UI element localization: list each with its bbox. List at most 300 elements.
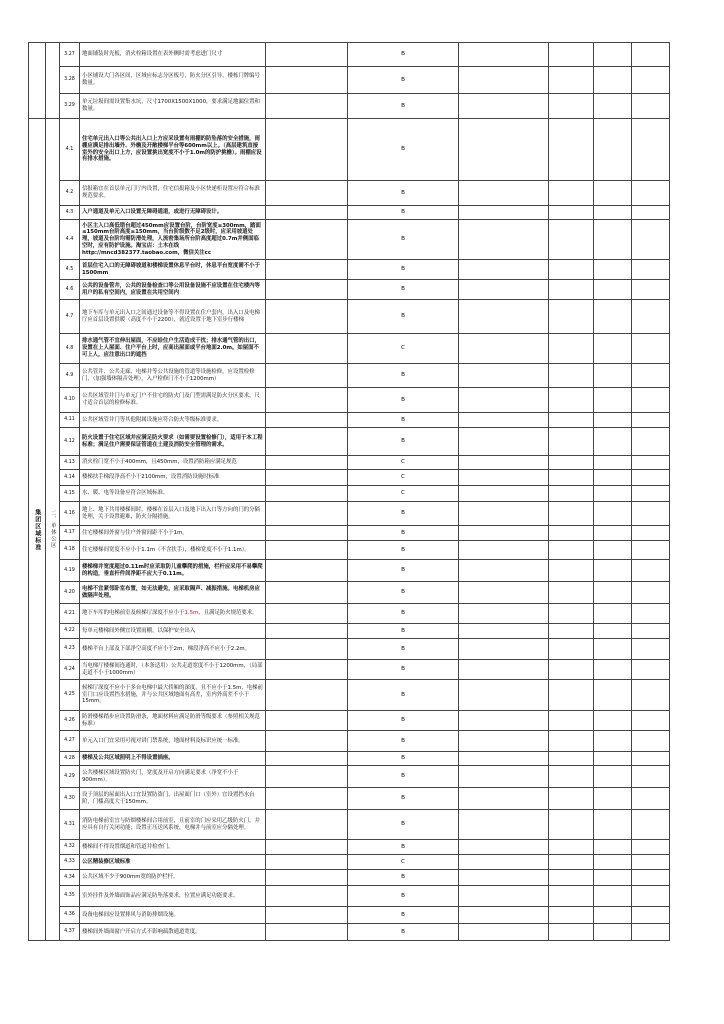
empty-cell bbox=[459, 541, 549, 560]
empty-cell bbox=[549, 206, 594, 220]
empty-cell bbox=[632, 300, 670, 334]
empty-cell bbox=[266, 680, 348, 711]
empty-cell bbox=[632, 181, 670, 206]
level-cell: C bbox=[348, 470, 459, 486]
empty-cell bbox=[594, 924, 632, 941]
table-row bbox=[29, 428, 670, 456]
category-cell bbox=[29, 119, 46, 941]
table-row bbox=[29, 752, 670, 766]
table-row bbox=[29, 220, 670, 260]
level-cell: B bbox=[348, 680, 459, 711]
empty-cell bbox=[266, 181, 348, 206]
empty-cell bbox=[266, 907, 348, 924]
requirement-text: 住宅楼梯间外窗与住户外窗间距不小于1m。 bbox=[80, 526, 266, 541]
item-number: 4.25 bbox=[60, 680, 80, 711]
table-row bbox=[29, 560, 670, 582]
table-row bbox=[29, 660, 670, 680]
empty-cell bbox=[459, 560, 549, 582]
item-number: 4.37 bbox=[60, 924, 80, 941]
table-row bbox=[29, 907, 670, 924]
level-cell: B bbox=[348, 870, 459, 886]
empty-cell bbox=[632, 119, 670, 181]
empty-cell bbox=[459, 788, 549, 810]
empty-cell bbox=[632, 604, 670, 624]
table-row bbox=[29, 300, 670, 334]
empty-cell bbox=[632, 470, 670, 486]
empty-cell bbox=[632, 924, 670, 941]
level-cell: B bbox=[348, 428, 459, 456]
empty-cell bbox=[266, 886, 348, 907]
item-number: 4.30 bbox=[60, 788, 80, 810]
empty-cell bbox=[632, 541, 670, 560]
empty-cell bbox=[549, 624, 594, 639]
empty-cell bbox=[549, 582, 594, 604]
empty-cell bbox=[549, 364, 594, 388]
item-number: 4.35 bbox=[60, 886, 80, 907]
table-row bbox=[29, 766, 670, 788]
empty-cell bbox=[549, 94, 594, 119]
empty-cell bbox=[632, 752, 670, 766]
empty-cell bbox=[266, 924, 348, 941]
empty-cell bbox=[594, 788, 632, 810]
empty-cell bbox=[266, 731, 348, 752]
empty-cell bbox=[549, 300, 594, 334]
empty-cell bbox=[594, 220, 632, 260]
empty-cell bbox=[549, 413, 594, 428]
table-row bbox=[29, 413, 670, 428]
empty-cell bbox=[459, 119, 549, 181]
table-row bbox=[29, 67, 670, 94]
level-cell: B bbox=[348, 413, 459, 428]
empty-cell bbox=[594, 43, 632, 67]
empty-cell bbox=[549, 470, 594, 486]
table-row bbox=[29, 334, 670, 364]
table-row bbox=[29, 680, 670, 711]
empty-cell bbox=[459, 388, 549, 413]
level-cell: B bbox=[348, 840, 459, 855]
item-number: 4.32 bbox=[60, 840, 80, 855]
empty-cell bbox=[632, 624, 670, 639]
empty-cell bbox=[459, 766, 549, 788]
empty-cell bbox=[266, 502, 348, 526]
empty-cell bbox=[266, 560, 348, 582]
empty-cell bbox=[632, 560, 670, 582]
empty-cell bbox=[459, 300, 549, 334]
empty-cell bbox=[549, 886, 594, 907]
empty-cell bbox=[266, 388, 348, 413]
empty-cell bbox=[549, 181, 594, 206]
empty-cell bbox=[549, 280, 594, 300]
requirement-text: 公共区域不少于900mm宽的防护栏杆。 bbox=[80, 870, 266, 886]
item-number: 4.26 bbox=[60, 711, 80, 731]
item-number: 3.29 bbox=[60, 94, 80, 119]
empty-cell bbox=[549, 260, 594, 280]
empty-cell bbox=[266, 206, 348, 220]
empty-cell bbox=[459, 870, 549, 886]
empty-cell bbox=[459, 413, 549, 428]
empty-cell bbox=[549, 428, 594, 456]
empty-cell bbox=[266, 660, 348, 680]
empty-cell bbox=[594, 604, 632, 624]
empty-cell bbox=[594, 752, 632, 766]
empty-cell bbox=[594, 870, 632, 886]
table-row bbox=[29, 206, 670, 220]
item-number: 4.14 bbox=[60, 470, 80, 486]
requirement-text: 地面铺装时光板，消火栓箱设置在表外侧时需考虑进门尺寸 bbox=[80, 43, 266, 67]
empty-cell bbox=[594, 94, 632, 119]
empty-cell bbox=[266, 840, 348, 855]
empty-cell bbox=[459, 924, 549, 941]
empty-cell bbox=[632, 364, 670, 388]
requirement-text: 楼梯间不得设置烟道和管道井检查门。 bbox=[80, 840, 266, 855]
requirement-text: 室外挂件及外墙面饰品应满足防坠落要求，位置应满足功能要求。 bbox=[80, 886, 266, 907]
item-number: 4.36 bbox=[60, 907, 80, 924]
empty-cell bbox=[549, 43, 594, 67]
empty-cell bbox=[266, 220, 348, 260]
empty-cell bbox=[549, 541, 594, 560]
empty-cell bbox=[594, 388, 632, 413]
item-number: 4.31 bbox=[60, 810, 80, 840]
table-row bbox=[29, 582, 670, 604]
requirement-text: 楼梯及公共区域照明上不得设置插座。 bbox=[80, 752, 266, 766]
table-row bbox=[29, 810, 670, 840]
requirement-text: 候梯厅深度不应小于多台电梯中最大轿厢的深度，且不应小于1.5m，电梯前室门口应设置挡水措施，并与公共区域地面有高差，室内外高差不小于15mm。 bbox=[80, 680, 266, 711]
empty-cell bbox=[594, 660, 632, 680]
level-cell: B bbox=[348, 181, 459, 206]
level-cell: C bbox=[348, 486, 459, 502]
empty-cell bbox=[459, 470, 549, 486]
item-number: 4.12 bbox=[60, 428, 80, 456]
empty-cell bbox=[594, 840, 632, 855]
empty-cell bbox=[632, 810, 670, 840]
item-number: 4.29 bbox=[60, 766, 80, 788]
requirement-text: 当电梯厅楼梯间连通时，（本条适用）公共走道宽度不小于1200mm，（局部走道不小于1000mm） bbox=[80, 660, 266, 680]
table-row bbox=[29, 181, 670, 206]
item-number: 4.11 bbox=[60, 413, 80, 428]
empty-cell bbox=[266, 300, 348, 334]
empty-cell bbox=[266, 855, 348, 870]
requirement-text: 地下车库与单元出入口之间通过设备等不得设置在住户套内，出入口及电梯厅应首层设置供暖（高度不小于2200），就近设置于地下室步行楼梯 bbox=[80, 300, 266, 334]
item-number: 4.16 bbox=[60, 502, 80, 526]
empty-cell bbox=[459, 428, 549, 456]
requirement-text: 首层住宅入口的无障碍坡道和楼梯设置休息平台时，休息平台宽度需不小于1500mm bbox=[80, 260, 266, 280]
level-cell: B bbox=[348, 924, 459, 941]
empty-cell bbox=[266, 67, 348, 94]
empty-cell bbox=[549, 119, 594, 181]
group-cell bbox=[29, 43, 46, 119]
empty-cell bbox=[459, 526, 549, 541]
level-cell: B bbox=[348, 639, 459, 660]
level-cell: B bbox=[348, 582, 459, 604]
level-cell: B bbox=[348, 541, 459, 560]
level-cell: B bbox=[348, 67, 459, 94]
requirement-text: 信报箱宜在首层单元门厅内设置，住宅信报箱及小区快递柜设置应符合标准规范要求。 bbox=[80, 181, 266, 206]
requirement-text: 住宅单元出入口等公共出入口上方应采设置有雨棚的防坠落的安全措施，雨棚应满足排出墙外、外檐及开敞楼梯平台等600mm以上。（高层建筑直接室外的安全出口上方，应设置挑出宽度不小于1.0m的防护挑檐）。雨棚应设有排水措施。 bbox=[80, 119, 266, 181]
empty-cell bbox=[549, 855, 594, 870]
table-row bbox=[29, 711, 670, 731]
table-row bbox=[29, 639, 670, 660]
item-number: 4.17 bbox=[60, 526, 80, 541]
empty-cell bbox=[266, 752, 348, 766]
empty-cell bbox=[266, 541, 348, 560]
empty-cell bbox=[632, 334, 670, 364]
category-label: 集团区域标准 bbox=[33, 508, 41, 551]
empty-cell bbox=[594, 731, 632, 752]
table-row bbox=[29, 456, 670, 470]
empty-cell bbox=[632, 788, 670, 810]
empty-cell bbox=[594, 560, 632, 582]
empty-cell bbox=[632, 680, 670, 711]
level-cell: B bbox=[348, 220, 459, 260]
requirement-text: 设于顶层的屋面出入口宜设置防盗门，出屋面门口（室外）宜设置挡水台阶，门槛高度大于150mm。 bbox=[80, 788, 266, 810]
empty-cell bbox=[632, 840, 670, 855]
empty-cell bbox=[459, 810, 549, 840]
empty-cell bbox=[594, 810, 632, 840]
requirement-text: 电梯不宜紧邻卧室布置，如无法避免，应采取隔声、减振措施。电梯机房应做隔声处理。 bbox=[80, 582, 266, 604]
item-number: 4.20 bbox=[60, 582, 80, 604]
table-row bbox=[29, 470, 670, 486]
requirement-text: 楼梯梯井宽度超过0.11m时应采取防儿童攀爬的措施，栏杆应采用不易攀爬的构造，垂直杆件间净距不应大于0.11m。 bbox=[80, 560, 266, 582]
empty-cell bbox=[266, 604, 348, 624]
empty-cell bbox=[632, 766, 670, 788]
empty-cell bbox=[549, 660, 594, 680]
empty-cell bbox=[459, 260, 549, 280]
empty-cell bbox=[549, 388, 594, 413]
empty-cell bbox=[594, 582, 632, 604]
level-cell: B bbox=[348, 43, 459, 67]
requirement-text: 排水通气管不宜伸出屋面，不应给住户生活造成干扰；排水通气管的出口，设置在上人屋面、住户平台上时，应高出屋面或平台地面2.0m。如屋面不可上人，应注意出口的遮挡 bbox=[80, 334, 266, 364]
level-cell: B bbox=[348, 624, 459, 639]
empty-cell bbox=[594, 680, 632, 711]
empty-cell bbox=[549, 788, 594, 810]
empty-cell bbox=[549, 220, 594, 260]
empty-cell bbox=[266, 470, 348, 486]
level-cell: B bbox=[348, 280, 459, 300]
level-cell: C bbox=[348, 334, 459, 364]
empty-cell bbox=[459, 639, 549, 660]
item-number: 4.5 bbox=[60, 260, 80, 280]
table-row bbox=[29, 119, 670, 181]
empty-cell bbox=[594, 181, 632, 206]
empty-cell bbox=[594, 470, 632, 486]
empty-cell bbox=[549, 870, 594, 886]
empty-cell bbox=[632, 855, 670, 870]
requirement-text: 防火设置于住宅区域并应满足防火要求（如需要设置检修门），适用于本工程标准；满足住户需要保证管道在土建及消防安全管理的需求。 bbox=[80, 428, 266, 456]
item-number: 4.13 bbox=[60, 456, 80, 470]
empty-cell bbox=[549, 907, 594, 924]
item-number: 4.23 bbox=[60, 639, 80, 660]
level-cell: B bbox=[348, 604, 459, 624]
table-row bbox=[29, 541, 670, 560]
item-number: 4.34 bbox=[60, 870, 80, 886]
empty-cell bbox=[632, 486, 670, 502]
level-cell: C bbox=[348, 456, 459, 470]
empty-cell bbox=[632, 660, 670, 680]
empty-cell bbox=[632, 220, 670, 260]
level-cell: B bbox=[348, 766, 459, 788]
empty-cell bbox=[549, 486, 594, 502]
empty-cell bbox=[632, 502, 670, 526]
empty-cell bbox=[594, 413, 632, 428]
empty-cell bbox=[594, 280, 632, 300]
level-cell: B bbox=[348, 788, 459, 810]
table-row bbox=[29, 486, 670, 502]
item-number: 4.4 bbox=[60, 220, 80, 260]
item-number: 4.7 bbox=[60, 300, 80, 334]
empty-cell bbox=[594, 300, 632, 334]
requirement-text: 楼梯平台上部及下部净空高度不应小于2m，梯段净高不应小于2.2m。 bbox=[80, 639, 266, 660]
requirement-text: 单元垃圾间需设置集水坑，尺寸1700X1500X1000，要求满足地漏位置和数量。 bbox=[80, 94, 266, 119]
empty-cell bbox=[632, 280, 670, 300]
level-cell: B bbox=[348, 526, 459, 541]
standards-table bbox=[28, 42, 670, 941]
table-row bbox=[29, 604, 670, 624]
table-row bbox=[29, 624, 670, 639]
empty-cell bbox=[549, 502, 594, 526]
highlight-text: 1.5m bbox=[184, 610, 199, 617]
empty-cell bbox=[632, 526, 670, 541]
empty-cell bbox=[549, 840, 594, 855]
empty-cell bbox=[459, 206, 549, 220]
empty-cell bbox=[459, 220, 549, 260]
empty-cell bbox=[594, 456, 632, 470]
level-cell: B bbox=[348, 206, 459, 220]
empty-cell bbox=[266, 639, 348, 660]
level-cell: B bbox=[348, 886, 459, 907]
empty-cell bbox=[266, 119, 348, 181]
item-number: 4.6 bbox=[60, 280, 80, 300]
empty-cell bbox=[266, 624, 348, 639]
empty-cell bbox=[266, 582, 348, 604]
empty-cell bbox=[459, 624, 549, 639]
table-row bbox=[29, 94, 670, 119]
level-cell: B bbox=[348, 907, 459, 924]
empty-cell bbox=[594, 67, 632, 94]
level-cell: B bbox=[348, 711, 459, 731]
item-number: 4.10 bbox=[60, 388, 80, 413]
empty-cell bbox=[459, 907, 549, 924]
table-row bbox=[29, 280, 670, 300]
section-label: 二、单体公区 bbox=[49, 510, 56, 549]
empty-cell bbox=[459, 582, 549, 604]
table-row bbox=[29, 260, 670, 280]
empty-cell bbox=[594, 428, 632, 456]
empty-cell bbox=[549, 731, 594, 752]
item-number: 4.3 bbox=[60, 206, 80, 220]
empty-cell bbox=[459, 334, 549, 364]
empty-cell bbox=[594, 334, 632, 364]
level-cell: B bbox=[348, 364, 459, 388]
empty-cell bbox=[594, 206, 632, 220]
table-row bbox=[29, 388, 670, 413]
level-cell: B bbox=[348, 502, 459, 526]
item-number: 4.19 bbox=[60, 560, 80, 582]
empty-cell bbox=[594, 526, 632, 541]
table-row bbox=[29, 924, 670, 941]
empty-cell bbox=[459, 855, 549, 870]
level-cell: C bbox=[348, 855, 459, 870]
empty-cell bbox=[266, 280, 348, 300]
requirement-text: 住宅楼梯间宽度不应小于1.1m（不含扶手），楼梯宽度不小于1.1m）。 bbox=[80, 541, 266, 560]
empty-cell bbox=[632, 413, 670, 428]
requirement-text: 公共管井、公共走廊、电梯井等公共设施的管道等设施检修，应设置检修门，（加强墙体隔音处理），入户检修门不小于1200mm） bbox=[80, 364, 266, 388]
empty-cell bbox=[459, 67, 549, 94]
empty-cell bbox=[266, 334, 348, 364]
level-cell: B bbox=[348, 810, 459, 840]
table-row bbox=[29, 502, 670, 526]
empty-cell bbox=[594, 541, 632, 560]
empty-cell bbox=[266, 766, 348, 788]
empty-cell bbox=[594, 886, 632, 907]
empty-cell bbox=[266, 260, 348, 280]
empty-cell bbox=[266, 413, 348, 428]
empty-cell bbox=[632, 731, 670, 752]
empty-cell bbox=[549, 639, 594, 660]
empty-cell bbox=[632, 639, 670, 660]
item-number: 4.28 bbox=[60, 752, 80, 766]
empty-cell bbox=[632, 582, 670, 604]
requirement-text: 楼梯扶手梯段净高不小于2100mm，设置消防设施时标准 bbox=[80, 470, 266, 486]
table-row bbox=[29, 886, 670, 907]
empty-cell bbox=[459, 280, 549, 300]
empty-cell bbox=[632, 907, 670, 924]
table-row bbox=[29, 364, 670, 388]
level-cell: B bbox=[348, 731, 459, 752]
requirement-text: 消防电梯前室宜与防烟楼梯间合用前室，且前室的门应采用乙级防火门，并应具有自行关闭功能；设置正压送风系统，电梯井与前室应分隔处理。 bbox=[80, 810, 266, 840]
table-row bbox=[29, 43, 670, 67]
empty-cell bbox=[632, 94, 670, 119]
empty-cell bbox=[459, 660, 549, 680]
requirement-text: 水、暖、电等设备应符合区域标准。 bbox=[80, 486, 266, 502]
empty-cell bbox=[594, 364, 632, 388]
empty-cell bbox=[459, 604, 549, 624]
level-cell: B bbox=[348, 94, 459, 119]
empty-cell bbox=[266, 711, 348, 731]
table-row bbox=[29, 870, 670, 886]
level-cell: B bbox=[348, 260, 459, 280]
empty-cell bbox=[459, 43, 549, 67]
empty-cell bbox=[632, 428, 670, 456]
empty-cell bbox=[266, 364, 348, 388]
level-cell: B bbox=[348, 660, 459, 680]
requirement-text: 设备电梯间应设置排风与消防排烟设施。 bbox=[80, 907, 266, 924]
item-number: 3.27 bbox=[60, 43, 80, 67]
empty-cell bbox=[266, 526, 348, 541]
empty-cell bbox=[594, 766, 632, 788]
requirement-text: 防滑楼梯踏步应设置防滑条，地面材料应满足防滑等级要求（参照相关规范标准） bbox=[80, 711, 266, 731]
empty-cell bbox=[459, 94, 549, 119]
empty-cell bbox=[549, 456, 594, 470]
empty-cell bbox=[266, 94, 348, 119]
empty-cell bbox=[549, 810, 594, 840]
requirement-text: 公共楼梯区域设置防火门，宽度及开启方向满足要求（净宽不小于900mm）。 bbox=[80, 766, 266, 788]
empty-cell bbox=[266, 870, 348, 886]
empty-cell bbox=[594, 855, 632, 870]
table-row bbox=[29, 526, 670, 541]
empty-cell bbox=[632, 206, 670, 220]
requirement-text: 公共的设备管井，公共的设备检查口等公用设备设施不应设置在住宅楼内等用户的私有空间内，应设置在共用空间内 bbox=[80, 280, 266, 300]
level-cell: B bbox=[348, 560, 459, 582]
empty-cell bbox=[632, 870, 670, 886]
empty-cell bbox=[549, 680, 594, 711]
empty-cell bbox=[549, 711, 594, 731]
item-number: 4.24 bbox=[60, 660, 80, 680]
empty-cell bbox=[549, 924, 594, 941]
requirement-text: 公区精装修区域标准 bbox=[80, 855, 266, 870]
item-number: 4.18 bbox=[60, 541, 80, 560]
item-number: 4.33 bbox=[60, 855, 80, 870]
empty-cell bbox=[549, 604, 594, 624]
